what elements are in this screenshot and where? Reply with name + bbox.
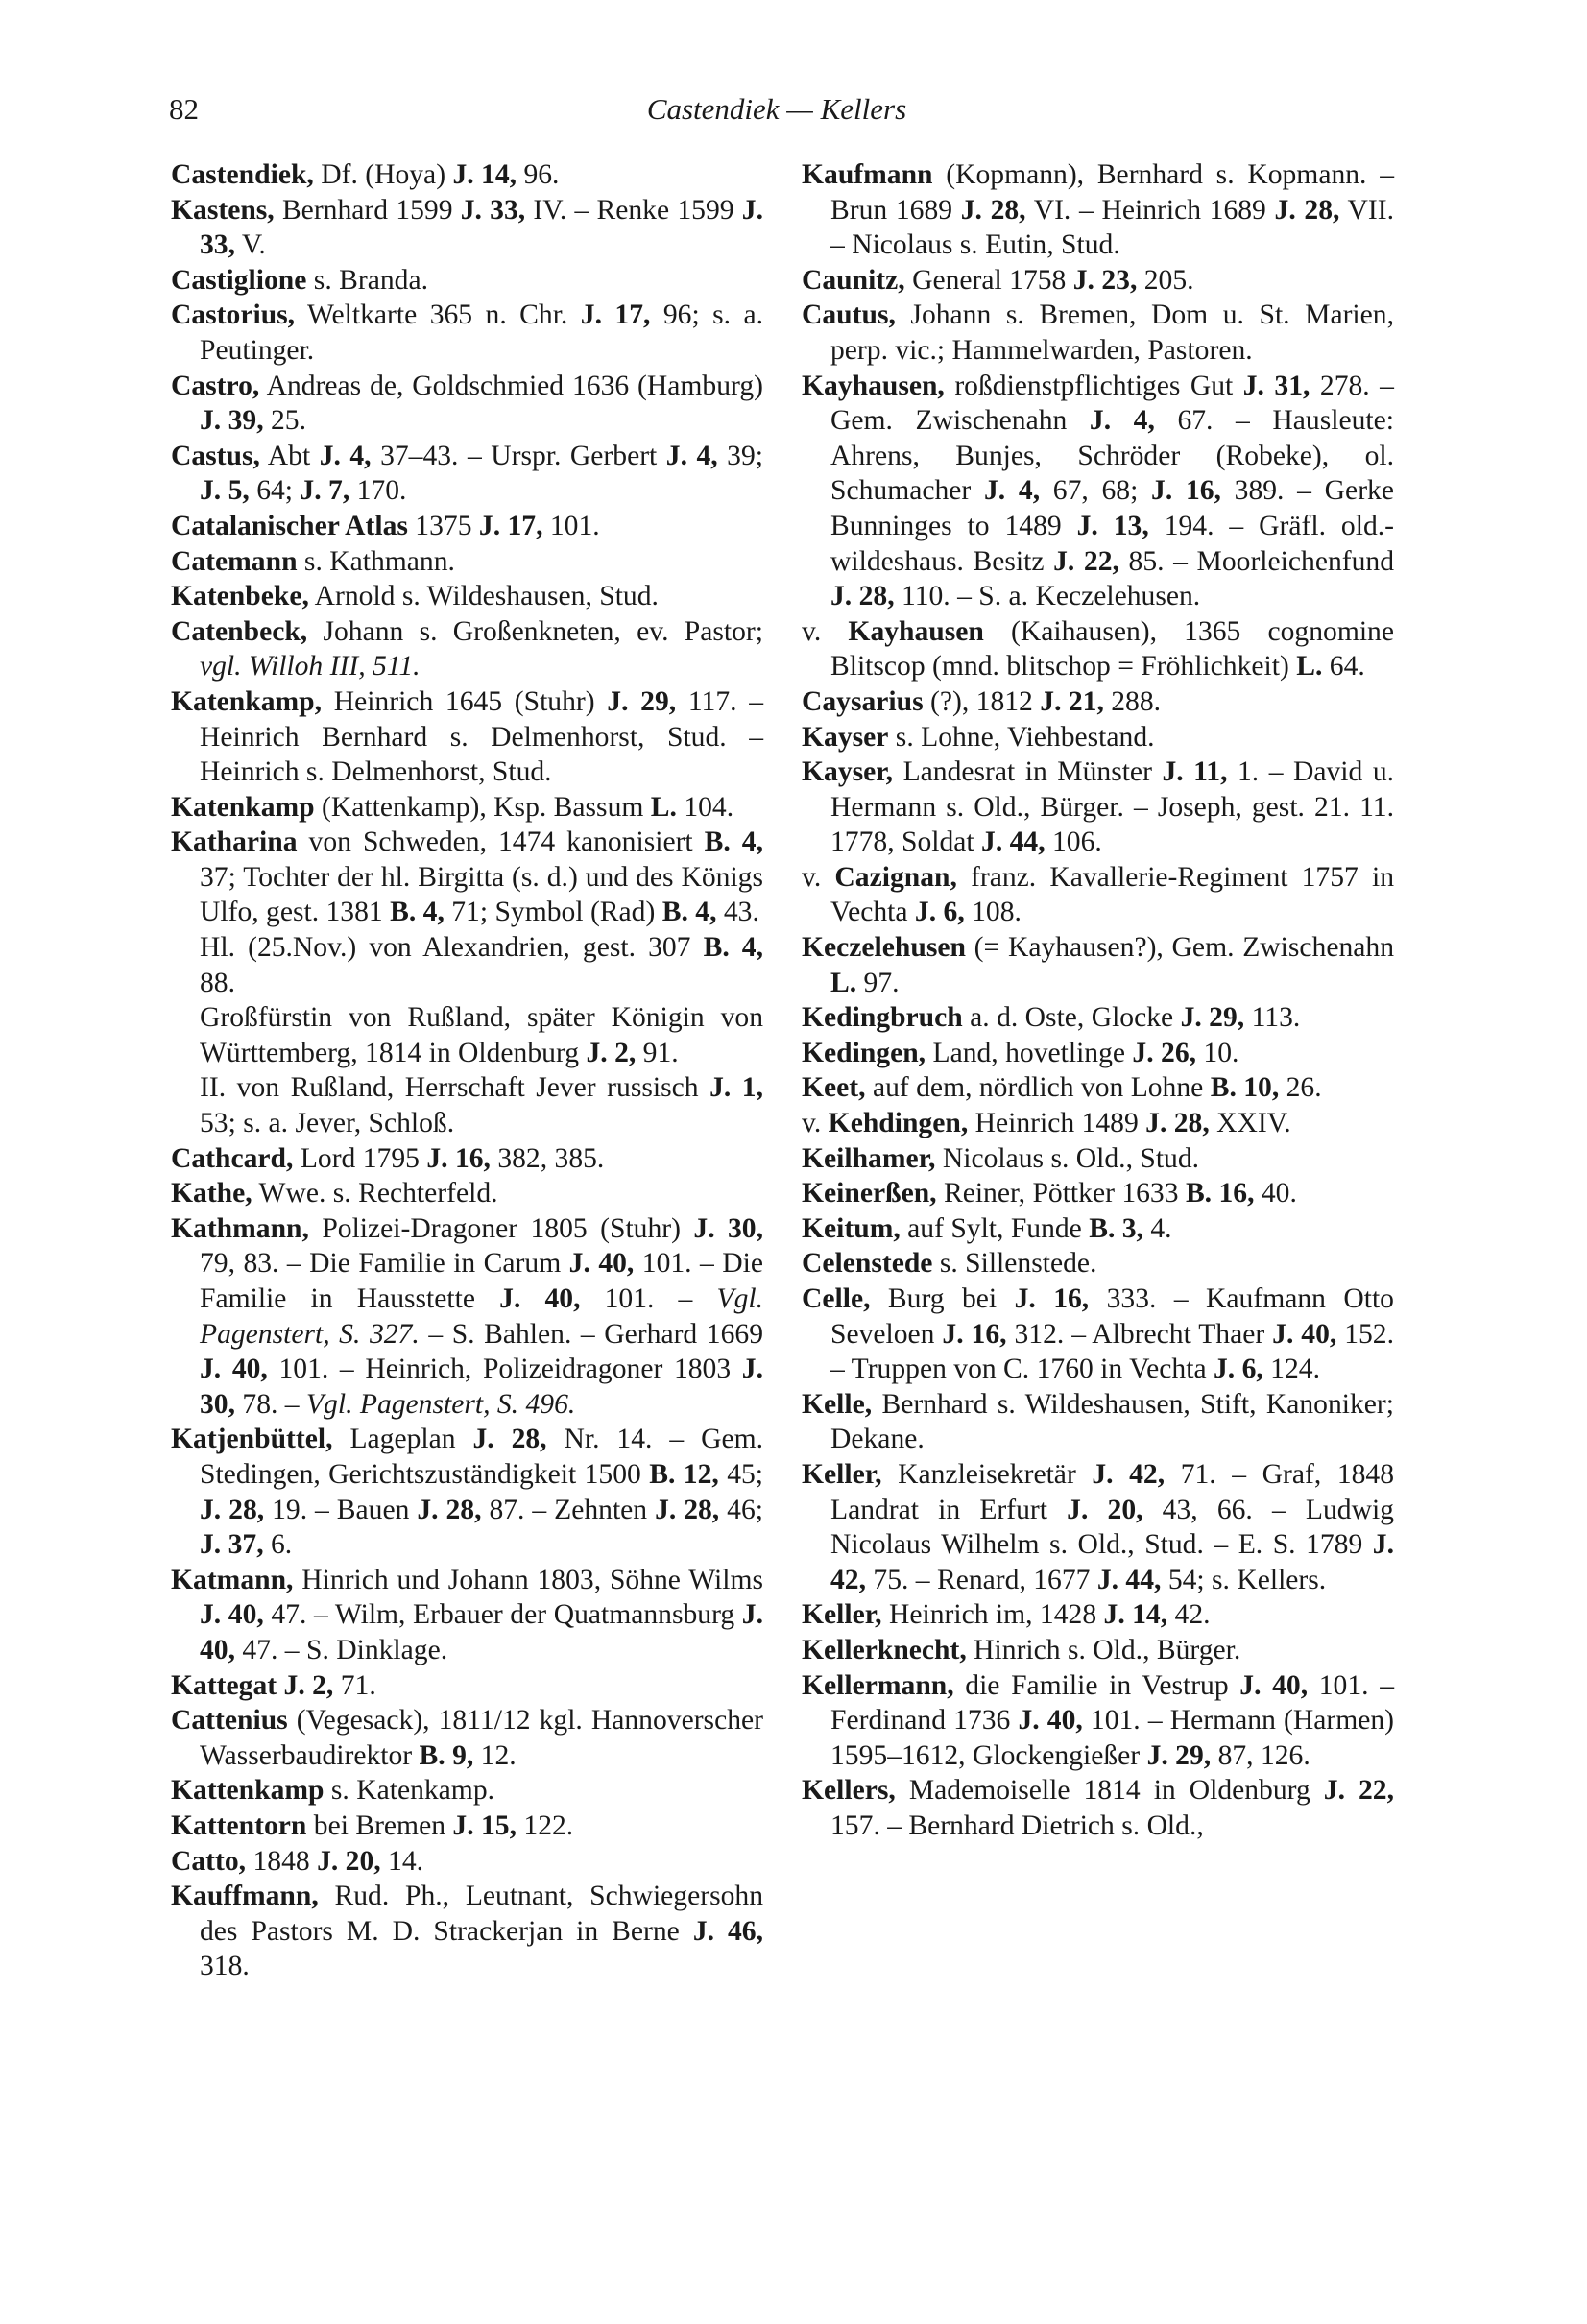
- index-entry: Catalanischer Atlas 1375 J. 17, 101.: [171, 510, 600, 541]
- index-column-right: [802, 157, 1394, 1844]
- index-entry: Katenbeke, Arnold s. Wildeshausen, Stud.: [171, 581, 659, 612]
- index-entry: Cattenius (Vegesack), 1811/12 kgl. Hannoverscher Wasserbaudirektor B. 9, 12.: [171, 1705, 763, 1771]
- index-entry: Keitum, auf Sylt, Funde B. 3, 4.: [802, 1212, 1172, 1244]
- index-entry: Caysarius (?), 1812 J. 21, 288.: [802, 685, 1162, 717]
- index-entry: Kayser, Landesrat in Münster J. 11, 1. – David u. Hermann s. Old., Bürger. – Joseph, gest. 21. 11. 1778, Soldat J. 44, 106.: [802, 756, 1395, 858]
- index-entry: Kedingen, Land, hovetlinge J. 26, 10.: [802, 1037, 1239, 1068]
- index-entry: Kayhausen, roßdienstpflichtiges Gut J. 31, 278. – Gem. Zwischenahn J. 4, 67. – Hausleute: Ahrens, Bunjes, Schröder (Robeke), ol. Schumacher J. 4, 67, 68; J. 16, 389. – Gerke Bunninges to 1489 J. 13, 194. – Gräfl. old.-wildeshaus. Besitz J. 22, 85. – Moorleichenfund J. 28, 110. – S. a. Keczelehusen.: [802, 370, 1394, 612]
- index-entry: Kattenkamp s. Katenkamp.: [171, 1775, 495, 1807]
- index-entry: Catto, 1848 J. 20, 14.: [171, 1845, 424, 1877]
- index-entry: Keinerßen, Reiner, Pöttker 1633 B. 16, 40.: [802, 1178, 1297, 1210]
- index-subentry: II. von Rußland, Herrschaft Jever russisch J. 1, 53; s. a. Jever, Schloß.: [200, 1072, 763, 1139]
- index-entry: Castiglione s. Branda.: [171, 264, 428, 296]
- page-header: [169, 92, 1384, 134]
- index-entry: Keilhamer, Nicolaus s. Old., Stud.: [802, 1142, 1200, 1174]
- index-entry: Keczelehusen (= Kayhausen?), Gem. Zwischenahn L. 97.: [802, 932, 1394, 998]
- index-entry: Kellers, Mademoiselle 1814 in Oldenburg J. 22, 157. – Bernhard Dietrich s. Old.,: [802, 1775, 1394, 1841]
- index-entry: Kastens, Bernhard 1599 J. 33, IV. – Renke 1599 J. 33, V.: [171, 194, 763, 261]
- index-subentry: Hl. (25.Nov.) von Alexandrien, gest. 307 B. 4, 88.: [200, 932, 764, 998]
- page-number: 82: [169, 92, 199, 126]
- index-entry: v. Kayhausen (Kaihausen), 1365 cognomine Blitscop (mnd. blitschop = Fröhlichkeit) L. 64.: [802, 615, 1394, 683]
- index-entry: Kayser s. Lohne, Viehbestand.: [802, 721, 1155, 753]
- index-entry: Kaufmann (Kopmann), Bernhard s. Kopmann. – Brun 1689 J. 28, VI. – Heinrich 1689 J. 28, VII. – Nicolaus s. Eutin, Stud.: [802, 159, 1395, 261]
- index-entry: Celenstede s. Sillenstede.: [802, 1248, 1097, 1280]
- index-entry: Caunitz, General 1758 J. 23, 205.: [802, 264, 1194, 296]
- index-entry: Kauffmann, Rud. Ph., Leutnant, Schwiegersohn des Pastors M. D. Strackerjan in Berne J. 46, 318.: [171, 1881, 763, 1982]
- index-entry: Katenkamp, Heinrich 1645 (Stuhr) J. 29, 117. – Heinrich Bernhard s. Delmenhorst, Stud. – Heinrich s. Delmenhorst, Stud.: [171, 685, 764, 788]
- index-entry: Katenkamp (Kattenkamp), Ksp. Bassum L. 104.: [171, 791, 734, 823]
- index-entry: Castro, Andreas de, Goldschmied 1636 (Hamburg) J. 39, 25.: [171, 370, 763, 437]
- index-entry: Katharina von Schweden, 1474 kanonisiert B. 4, 37; Tochter der hl. Birgitta (s. d.) und des Königs Ulfo, gest. 1381 B. 4, 71; Symbol (Rad) B. 4, 43.: [171, 827, 764, 928]
- index-entry: Katjenbüttel, Lageplan J. 28, Nr. 14. – Gem. Stedingen, Gerichtszuständigkeit 1500 B. 12, 45; J. 28, 19. – Bauen J. 28, 87. – Zehnten J. 28, 46; J. 37, 6.: [171, 1424, 764, 1561]
- index-entry: Kelle, Bernhard s. Wildeshausen, Stift, Kanoniker; Dekane.: [802, 1388, 1394, 1455]
- index-entry: Kellermann, die Familie in Vestrup J. 40, 101. – Ferdinand 1736 J. 40, 101. – Hermann (Harmen) 1595–1612, Glockengießer J. 29, 87, 126.: [802, 1669, 1395, 1771]
- index-subentry: Großfürstin von Rußland, später Königin von Württemberg, 1814 in Oldenburg J. 2, 91.: [200, 1002, 763, 1068]
- index-entry: Kedingbruch a. d. Oste, Glocke J. 29, 113.: [802, 1002, 1301, 1034]
- index-entry: Katmann, Hinrich und Johann 1803, Söhne Wilms J. 40, 47. – Wilm, Erbauer der Quatmannsburg J. 40, 47. – S. Dinklage.: [171, 1564, 763, 1665]
- index-entry: Kathe, Wwe. s. Rechterfeld.: [171, 1178, 498, 1210]
- index-entry: Castendiek, Df. (Hoya) J. 14, 96.: [171, 159, 560, 190]
- index-entry: Kathmann, Polizei-Dragoner 1805 (Stuhr) J. 30, 79, 83. – Die Familie in Carum J. 40, 101. – Die Familie in Hausstette J. 40, 101. – Vgl. Pagenstert, S. 327. – S. Bahlen. – Gerhard 1669 J. 40, 101. – Heinrich, Polizeidragoner 1803 J. 30, 78. – Vgl. Pagenstert, S. 496.: [171, 1212, 764, 1420]
- index-entry: Celle, Burg bei J. 16, 333. – Kaufmann Otto Seveloen J. 16, 312. – Albrecht Thaer J. 40, 152. – Truppen von C. 1760 in Vechta J. 6, 124.: [802, 1283, 1394, 1385]
- index-entry: Keet, auf dem, nördlich von Lohne B. 10, 26.: [802, 1072, 1322, 1104]
- index-entry: Keller, Kanzleisekretär J. 42, 71. – Graf, 1848 Landrat in Erfurt J. 20, 43, 66. – Ludwig Nicolaus Wilhelm s. Old., Stud. – E. S. 1789 J. 42, 75. – Renard, 1677 J. 44, 54; s. Kellers.: [802, 1458, 1395, 1595]
- index-entry: Kellerknecht, Hinrich s. Old., Bürger.: [802, 1634, 1241, 1665]
- index-entry: Kattentorn bei Bremen J. 15, 122.: [171, 1809, 574, 1841]
- index-entry: Catemann s. Kathmann.: [171, 545, 455, 577]
- index-entry: v. Kehdingen, Heinrich 1489 J. 28, XXIV.: [802, 1108, 1291, 1139]
- running-head: Castendiek — Kellers: [646, 92, 907, 126]
- index-entry: Castorius, Weltkarte 365 n. Chr. J. 17, 96; s. a. Peutinger.: [171, 299, 764, 366]
- index-column-left: [171, 157, 763, 1984]
- index-entry: Catenbeck, Johann s. Großenkneten, ev. Pastor; vgl. Willoh III, 511.: [171, 615, 763, 683]
- index-entry: Cathcard, Lord 1795 J. 16, 382, 385.: [171, 1142, 605, 1174]
- index-entry: v. Cazignan, franz. Kavallerie-Regiment 1757 in Vechta J. 6, 108.: [802, 861, 1394, 928]
- index-entry: Cautus, Johann s. Bremen, Dom u. St. Marien, perp. vic.; Hammelwarden, Pastoren.: [802, 299, 1394, 366]
- index-entry: Keller, Heinrich im, 1428 J. 14, 42.: [802, 1599, 1211, 1631]
- index-entry: Castus, Abt J. 4, 37–43. – Urspr. Gerbert J. 4, 39; J. 5, 64; J. 7, 170.: [171, 440, 763, 507]
- index-entry: Kattegat J. 2, 71.: [171, 1669, 376, 1701]
